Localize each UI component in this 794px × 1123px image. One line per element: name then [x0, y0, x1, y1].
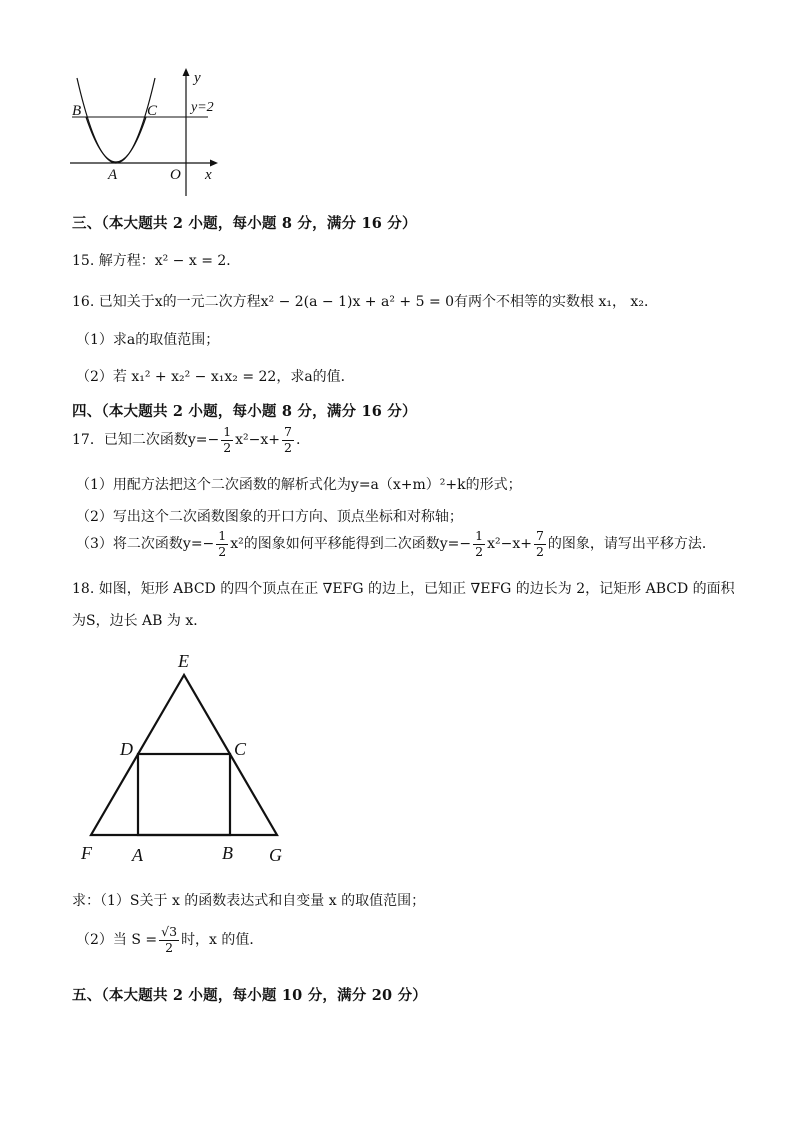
- question-15: 15. 解方程：x² − x = 2．: [72, 253, 241, 269]
- rectangle-ABCD: [138, 754, 230, 835]
- fraction-one-half: [221, 426, 233, 454]
- fraction-sqrt3-over-2: [159, 926, 179, 954]
- q17-part3-mid1: x²的图象如何平移能得到二次函数y=−: [230, 536, 472, 552]
- question-17-part-3: [76, 530, 716, 558]
- fraction-one-half: [473, 530, 485, 558]
- parabola-figure: [60, 60, 230, 200]
- label-A: A: [132, 845, 143, 865]
- fraction-seven-halves: [282, 426, 294, 454]
- label-F: F: [81, 843, 92, 863]
- label-O: O: [170, 167, 181, 183]
- frac-num: 1: [218, 528, 227, 543]
- label-C: C: [234, 739, 247, 759]
- frac-num: 7: [535, 528, 544, 543]
- label-y-line: y=2: [191, 100, 214, 115]
- y-axis-arrow: [183, 68, 190, 76]
- label-x: x: [205, 167, 212, 183]
- question-18-line-2: 为S，边长 AB 为 x．: [72, 613, 208, 629]
- frac-den: 2: [284, 439, 292, 455]
- label-B: B: [72, 103, 82, 119]
- fraction-seven-halves: [534, 530, 546, 558]
- parabola-inner: [86, 117, 146, 162]
- parabola-outer: [77, 78, 155, 163]
- question-16-part-1: （1）求a的取值范围；: [76, 332, 220, 348]
- q17-part3-mid2: x²−x+: [487, 536, 532, 552]
- q18-ask2-pre: （2）当 S =: [76, 932, 158, 948]
- question-17-part-2: （2）写出这个二次函数图象的开口方向、顶点坐标和对称轴；: [76, 509, 463, 525]
- frac-num: √3: [161, 924, 178, 939]
- label-G: G: [269, 845, 282, 865]
- q18-ask2-post: 时，x 的值．: [181, 932, 264, 948]
- label-B: B: [222, 843, 233, 863]
- q17-stem-post: .: [295, 432, 301, 448]
- section-3-heading: 三、（本大题共 2 小题，每小题 8 分，满分 16 分）: [72, 215, 417, 232]
- label-y: y: [194, 70, 201, 86]
- section-4-heading: 四、（本大题共 2 小题，每小题 8 分，满分 16 分）: [72, 403, 417, 420]
- label-C: C: [147, 103, 158, 119]
- frac-num: 7: [284, 424, 292, 439]
- frac-num: 1: [475, 528, 484, 543]
- question-18-ask-2: [76, 926, 263, 954]
- frac-den: 2: [223, 439, 232, 455]
- question-17-stem: [72, 426, 300, 454]
- q17-part3-post: 的图象，请写出平移方法．: [547, 536, 716, 552]
- x-axis-arrow: [210, 160, 218, 167]
- triangle-rectangle-figure: [72, 645, 302, 870]
- frac-num: 1: [223, 424, 232, 439]
- question-18-line-1: 18. 如图，矩形 ABCD 的四个顶点在正 ∇EFG 的边上，已知正 ∇EFG 的边长为 2，记矩形 ABCD 的面积: [72, 581, 735, 597]
- question-18-ask-1: 求：（1）S关于 x 的函数表达式和自变量 x 的取值范围；: [72, 893, 426, 909]
- q17-part3-pre: （3）将二次函数y=−: [76, 536, 215, 552]
- fraction-one-half: [216, 530, 228, 558]
- section-5-heading: 五、（本大题共 2 小题，每小题 10 分，满分 20 分）: [72, 987, 427, 1004]
- question-16-part-2: （2）若 x₁² + x₂² − x₁x₂ = 22，求a的值．: [76, 369, 355, 385]
- frac-den: 2: [475, 543, 484, 559]
- frac-den: 2: [165, 939, 174, 955]
- label-E: E: [178, 651, 189, 671]
- question-17-part-1: （1）用配方法把这个二次函数的解析式化为y=a（x+m）²+k的形式；: [76, 477, 522, 493]
- q17-stem-pre: 17．已知二次函数y=−: [72, 432, 220, 448]
- label-D: D: [120, 739, 133, 759]
- frac-den: 2: [535, 543, 544, 559]
- question-16-stem: 16. 已知关于x的一元二次方程x² − 2(a − 1)x + a² + 5 = 0有两个不相等的实数根 x₁， x₂．: [72, 294, 658, 310]
- frac-den: 2: [218, 543, 227, 559]
- q17-stem-mid: x²−x+: [235, 432, 281, 448]
- label-A: A: [108, 167, 118, 183]
